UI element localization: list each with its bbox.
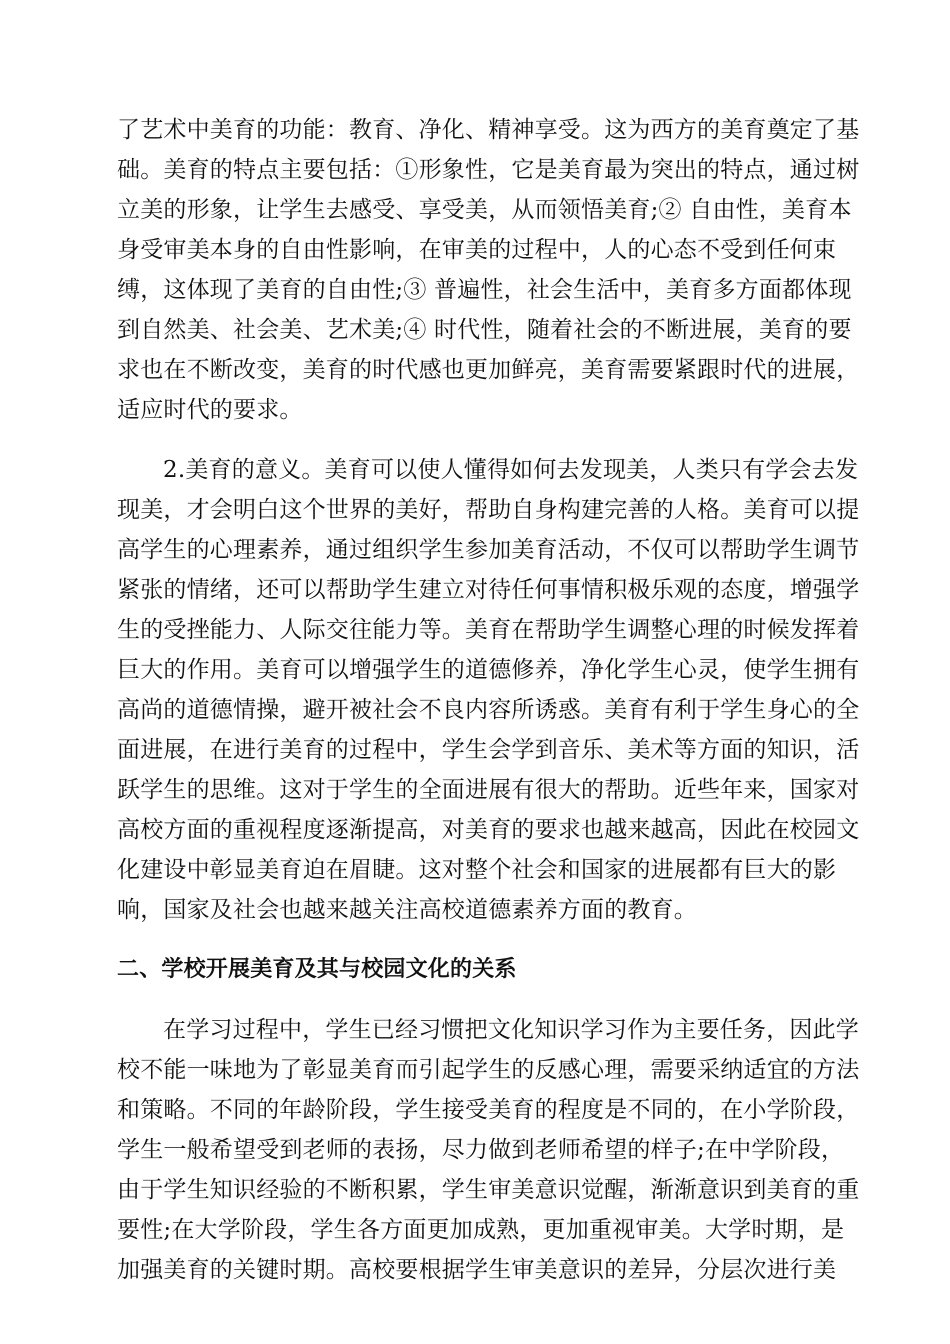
text-line: 础。美育的特点主要包括：①形象性，它是美育最为突出的特点，通过树	[117, 157, 860, 183]
text-line: 身受审美本身的自由性影响，在审美的过程中，人的心态不受到任何束	[117, 237, 837, 263]
text-line: 适应时代的要求。	[117, 397, 303, 423]
text-line: 面进展，在进行美育的过程中，学生会学到音乐、美术等方面的知识，活	[117, 737, 860, 763]
text-line: 校不能一味地为了彰显美育而引起学生的反感心理，需要采纳适宜的方法	[117, 1057, 860, 1083]
text-line: 化建设中彰显美育迫在眉睫。这对整个社会和国家的进展都有巨大的影	[117, 857, 837, 883]
text-line: 巨大的作用。美育可以增强学生的道德修养，净化学生心灵，使学生拥有	[117, 657, 860, 683]
text-line: 高学生的心理素养，通过组织学生参加美育活动，不仅可以帮助学生调节	[117, 537, 860, 563]
text-line: 高尚的道德情操，避开被社会不良内容所诱惑。美育有利于学生身心的全	[117, 697, 860, 723]
text-line: 高校方面的重视程度逐渐提高，对美育的要求也越来越高，因此在校园文	[117, 817, 860, 843]
text-line: 到自然美、社会美、艺术美;④ 时代性，随着社会的不断进展，美育的要	[117, 317, 852, 343]
text-line: 学生一般希望受到老师的表扬，尽力做到老师希望的样子;在中学阶段，	[117, 1137, 845, 1163]
text-line: 现美，才会明白这个世界的美好，帮助自身构建完善的人格。美育可以提	[117, 497, 860, 523]
text-line: 立美的形象，让学生去感受、享受美，从而领悟美育;② 自由性，美育本	[117, 197, 852, 223]
text-line: 响，国家及社会也越来越关注高校道德素养方面的教育。	[117, 897, 697, 923]
text-line: 求也在不断改变，美育的时代感也更加鲜亮，美育需要紧跟时代的进展，	[117, 357, 860, 383]
text-line: 要性;在大学阶段，学生各方面更加成熟，更加重视审美。大学时期，是	[117, 1217, 845, 1243]
text-line: 缚，这体现了美育的自由性;③ 普遍性，社会生活中，美育多方面都体现	[117, 277, 852, 303]
text-line: 和策略。不同的年龄阶段，学生接受美育的程度是不同的，在小学阶段，	[117, 1097, 860, 1123]
text-line: 2.美育的意义。美育可以使人懂得如何去发现美，人类只有学会去发	[163, 457, 859, 483]
text-line: 生的受挫能力、人际交往能力等。美育在帮助学生调整心理的时候发挥着	[117, 617, 860, 643]
section-heading: 二、学校开展美育及其与校园文化的关系	[117, 957, 517, 982]
text-line: 在学习过程中，学生已经习惯把文化知识学习作为主要任务，因此学	[163, 1017, 859, 1043]
text-line: 了艺术中美育的功能：教育、净化、精神享受。这为西方的美育奠定了基	[117, 117, 860, 143]
text-line: 跃学生的思维。这对于学生的全面进展有很大的帮助。近些年来，国家对	[117, 777, 860, 803]
text-line: 加强美育的关键时期。高校要根据学生审美意识的差异，分层次进行美	[117, 1257, 837, 1283]
text-line: 由于学生知识经验的不断积累，学生审美意识觉醒，渐渐意识到美育的重	[117, 1177, 860, 1203]
text-line: 紧张的情绪，还可以帮助学生建立对待任何事情积极乐观的态度，增强学	[117, 577, 860, 603]
